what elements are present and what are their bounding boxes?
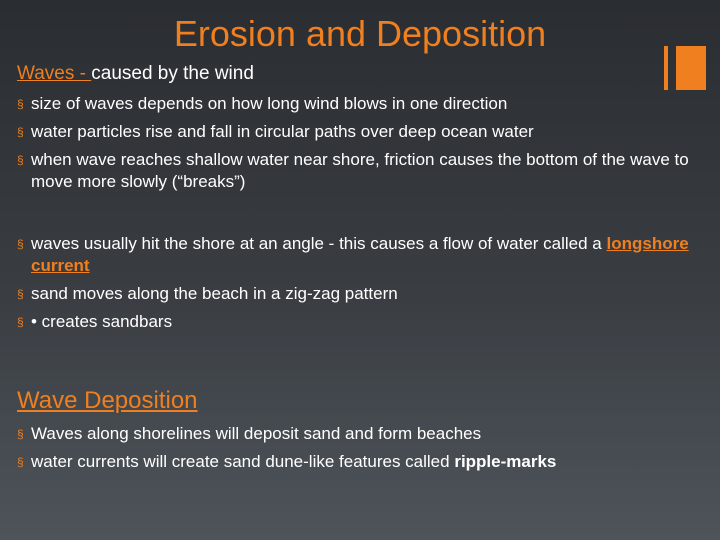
bullet-icon: § [17,315,24,329]
wave-deposition-heading: Wave Deposition [17,387,198,414]
list-item [17,311,717,333]
list-item [17,283,717,305]
list-item-text: Waves along shorelines will deposit sand and form beaches [31,424,482,443]
bullet-icon: § [17,287,24,301]
bullet-icon: § [17,97,24,111]
list-item-text: waves usually hit the shore at an angle - this causes a flow of water called a [31,234,607,253]
waves-bullet-list [17,93,717,193]
waves-heading [17,62,254,86]
list-item [17,451,717,473]
list-item-text: size of waves depends on how long wind blows in one direction [31,94,508,113]
longshore-bullet-list [17,233,717,333]
accent-bar-thick [676,46,706,90]
bullet-icon: § [17,237,24,251]
list-item [17,121,717,143]
accent-bar-thin [664,46,668,90]
bullet-icon: § [17,455,24,469]
bullet-icon: § [17,153,24,167]
bullet-icon: § [17,427,24,441]
list-item-text: • creates sandbars [31,312,173,331]
list-item-text: water particles rise and fall in circular paths over deep ocean water [31,122,534,141]
list-item-text: when wave reaches shallow water near shore, friction causes the bottom of the wave to move more slowly (“breaks”) [31,150,689,191]
slide-title: Erosion and Deposition [173,13,547,54]
longshore-current-term: longshore current [31,234,689,275]
deposition-bullet-list [17,423,717,473]
list-item [17,93,717,115]
bullet-icon: § [17,125,24,139]
list-item-text: water currents will create sand dune-like features called [31,452,455,471]
list-item-text: sand moves along the beach in a zig-zag pattern [31,284,398,303]
list-item [17,149,717,193]
list-item [17,423,717,445]
list-item [17,233,717,277]
waves-heading-accent: Waves - [17,63,92,84]
ripple-marks-term: ripple-marks [454,452,557,471]
waves-heading-rest: caused by the wind [91,63,254,84]
